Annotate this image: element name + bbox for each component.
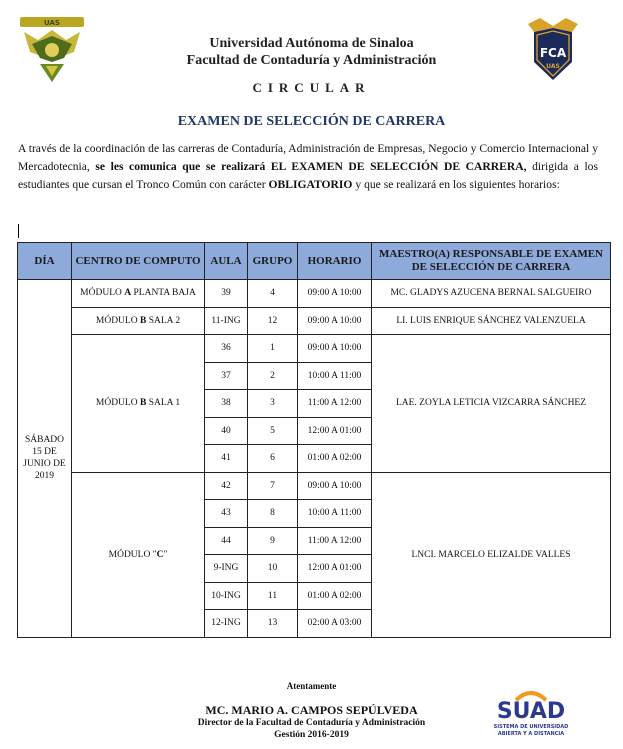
horario-cell: 01:00 A 02:00	[298, 582, 372, 610]
horario-cell: 11:00 A 12:00	[298, 390, 372, 418]
table-header-row	[18, 243, 611, 280]
grupo-cell: 11	[248, 582, 298, 610]
horario-cell: 12:00 A 01:00	[298, 417, 372, 445]
header-horario: HORARIO	[298, 243, 372, 280]
grupo-cell: 12	[248, 307, 298, 335]
header-aula: AULA	[205, 243, 248, 280]
suad-logo	[476, 684, 586, 740]
horario-cell: 09:00 A 10:00	[298, 280, 372, 308]
horario-cell: 10:00 A 11:00	[298, 500, 372, 528]
fca-logo-subtext: UAS	[546, 63, 560, 70]
paragraph-bold-1: se les comunica que se realizará EL EXAMEN DE SELECCIÓN DE CARRERA,	[95, 160, 527, 173]
aula-cell: 44	[205, 527, 248, 555]
grupo-cell: 2	[248, 362, 298, 390]
center-cell: MÓDULO "C"	[72, 472, 205, 637]
horario-cell: 09:00 A 10:00	[298, 335, 372, 363]
aula-cell: 42	[205, 472, 248, 500]
table-row	[18, 307, 611, 335]
header-grupo: GRUPO	[248, 243, 298, 280]
suad-line-1: SISTEMA DE UNIVERSIDAD	[493, 724, 569, 730]
paragraph-text-3: y que se realizará en los siguientes horarios:	[352, 178, 560, 191]
signer-name: MC. MARIO A. CAMPOS SEPÚLVEDA	[205, 703, 418, 717]
grupo-cell: 8	[248, 500, 298, 528]
aula-cell: 12-ING	[205, 610, 248, 638]
document-title: EXAMEN DE SELECCIÓN DE CARRERA	[177, 114, 446, 129]
uas-logo-text: UAS	[44, 19, 60, 27]
center-cell: MÓDULO B SALA 1	[72, 335, 205, 473]
grupo-cell: 3	[248, 390, 298, 418]
schedule-table	[17, 242, 611, 638]
aula-cell: 41	[205, 445, 248, 473]
aula-cell: 37	[205, 362, 248, 390]
teacher-cell: LI. LUIS ENRIQUE SÁNCHEZ VALENZUELA	[372, 307, 611, 335]
table-row	[18, 335, 611, 363]
table-row	[18, 280, 611, 308]
paragraph-bold-2: OBLIGATORIO	[268, 178, 353, 191]
grupo-cell: 9	[248, 527, 298, 555]
teacher-cell: LAE. ZOYLA LETICIA VIZCARRA SÁNCHEZ	[372, 335, 611, 473]
grupo-cell: 6	[248, 445, 298, 473]
grupo-cell: 7	[248, 472, 298, 500]
aula-cell: 38	[205, 390, 248, 418]
teacher-cell: MC. GLADYS AZUCENA BERNAL SALGUEIRO	[372, 280, 611, 308]
university-name: Universidad Autónoma de Sinaloa	[209, 36, 414, 51]
aula-cell: 40	[205, 417, 248, 445]
suad-logo-text: SUAD	[496, 699, 566, 724]
suad-line-2: ABIERTA Y A DISTANCIA	[497, 731, 565, 737]
aula-cell: 11-ING	[205, 307, 248, 335]
text-cursor	[18, 224, 19, 238]
center-cell: MÓDULO A PLANTA BAJA	[72, 280, 205, 308]
center-cell: MÓDULO B SALA 2	[72, 307, 205, 335]
horario-cell: 10:00 A 11:00	[298, 362, 372, 390]
grupo-cell: 5	[248, 417, 298, 445]
aula-cell: 36	[205, 335, 248, 363]
header-centro: CENTRO DE COMPUTO	[72, 243, 205, 280]
closing-text: Atentamente	[286, 681, 337, 691]
aula-cell: 39	[205, 280, 248, 308]
horario-cell: 12:00 A 01:00	[298, 555, 372, 583]
document-type: CIRCULAR	[252, 80, 371, 95]
table-row	[18, 472, 611, 500]
horario-cell: 11:00 A 12:00	[298, 527, 372, 555]
teacher-cell: LNCI. MARCELO ELIZALDE VALLES	[372, 472, 611, 637]
header-maestro: MAESTRO(A) RESPONSABLE DE EXAMEN DE SELECCIÓN DE CARRERA	[372, 243, 611, 280]
fca-logo	[526, 14, 580, 84]
header-dia: DÍA	[18, 243, 72, 280]
grupo-cell: 4	[248, 280, 298, 308]
paragraph-text-1: A través de la coordinación de las carreras de Contaduría, Administración de Empresas, Negocio y Comercio Internacional y Mercadotecnia,	[18, 142, 598, 173]
horario-cell: 09:00 A 10:00	[298, 472, 372, 500]
aula-cell: 9-ING	[205, 555, 248, 583]
horario-cell: 02:00 A 03:00	[298, 610, 372, 638]
announcement-paragraph	[18, 140, 598, 194]
grupo-cell: 1	[248, 335, 298, 363]
paragraph-text-2: dirigida a los estudiantes que cursan el Tronco Común con carácter	[18, 160, 598, 191]
aula-cell: 43	[205, 500, 248, 528]
signer-position: Director de la Facultad de Contaduría y Administración	[197, 718, 426, 728]
grupo-cell: 13	[248, 610, 298, 638]
horario-cell: 09:00 A 10:00	[298, 307, 372, 335]
day-cell: SÁBADO 15 DE JUNIO DE 2019	[18, 280, 72, 638]
fca-logo-text: FCA	[539, 46, 567, 60]
horario-cell: 01:00 A 02:00	[298, 445, 372, 473]
signer-term: Gestión 2016-2019	[274, 730, 349, 740]
uas-logo	[18, 14, 86, 86]
grupo-cell: 10	[248, 555, 298, 583]
aula-cell: 10-ING	[205, 582, 248, 610]
faculty-name: Facultad de Contaduría y Administración	[186, 53, 437, 68]
